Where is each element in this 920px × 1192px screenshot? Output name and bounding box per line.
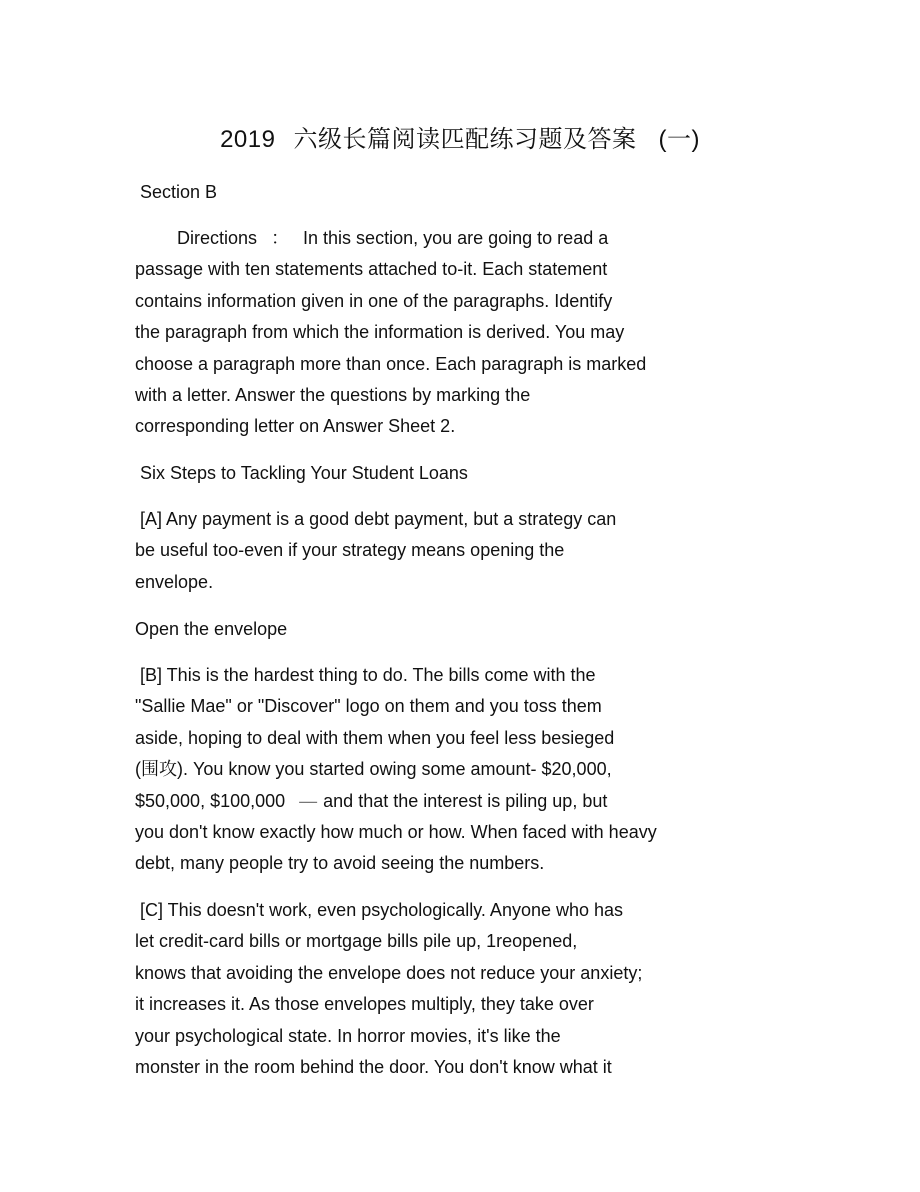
directions-line: contains information given in one of the paragraphs. Identify: [135, 290, 613, 311]
directions-line: passage with ten statements attached to-it. Each statement: [135, 259, 608, 280]
passage-title: [135, 458, 715, 489]
directions-line: the paragraph from which the information is derived. You may: [135, 322, 625, 343]
directions-line: with a letter. Answer the questions by marking the: [135, 385, 531, 406]
paragraph-line: [B] This is the hardest thing to do. The bills come with the: [140, 665, 596, 685]
document-title: [0, 124, 920, 156]
em-dash: —: [299, 790, 318, 811]
paragraph-line: be useful too-even if your strategy means opening the: [135, 540, 565, 561]
directions-first-line: [135, 223, 715, 254]
directions-line: corresponding letter on Answer Sheet 2.: [135, 416, 456, 437]
paragraph-line: aside, hoping to deal with them when you feel less besieged: [135, 727, 615, 748]
paragraph-line: knows that avoiding the envelope does not reduce your anxiety;: [135, 962, 643, 983]
paragraph-line: [C] This doesn't work, even psychologically. Anyone who has: [140, 900, 624, 920]
directions-line: choose a paragraph more than once. Each paragraph is marked: [135, 353, 647, 374]
directions-paragraph: [135, 223, 715, 443]
paragraph-line: your psychological state. In horror movies, it's like the: [135, 1025, 561, 1046]
dash-continuation: and that the interest is piling up, but: [323, 790, 608, 811]
paragraph-line: let credit-card bills or mortgage bills pile up, 1reopened,: [135, 931, 578, 952]
paragraph-line: [A] Any payment is a good debt payment, but a strategy can: [140, 509, 617, 529]
subheading: [135, 614, 715, 645]
paragraph-line: "Sallie Mae" or "Discover" logo on them and you toss them: [135, 696, 602, 717]
paragraph-line: envelope.: [135, 571, 214, 592]
section-heading: [135, 177, 715, 208]
amounts-text: $50,000, $100,000: [135, 790, 286, 811]
paragraph-b: [135, 660, 715, 880]
title-paren: (一): [658, 126, 700, 153]
directions-line: In this section, you are going to read a: [303, 228, 609, 248]
paragraph-c: [135, 895, 715, 1083]
subheading-text: Open the envelope: [135, 619, 288, 639]
paragraph-line: monster in the room behind the door. You don't know what it: [135, 1057, 612, 1078]
paragraph-line: debt, many people try to avoid seeing the numbers.: [135, 853, 545, 874]
paragraph-line: you don't know exactly how much or how. When faced with heavy: [135, 822, 657, 843]
paragraph-line-with-dash: [135, 786, 715, 817]
passage-title-text: Six Steps to Tackling Your Student Loans: [140, 463, 468, 483]
title-text: 六级长篇阅读匹配练习题及答案: [293, 126, 637, 153]
paragraph-line: it increases it. As those envelopes multiply, they take over: [135, 994, 594, 1015]
section-label: Section B: [140, 182, 218, 202]
directions-colon: ：: [271, 228, 290, 248]
paragraph-line: (围攻). You know you started owing some amount- $20,000,: [135, 759, 612, 780]
directions-label: Directions: [177, 228, 258, 248]
title-year: 2019: [220, 126, 276, 153]
paragraph-a: [135, 504, 715, 598]
